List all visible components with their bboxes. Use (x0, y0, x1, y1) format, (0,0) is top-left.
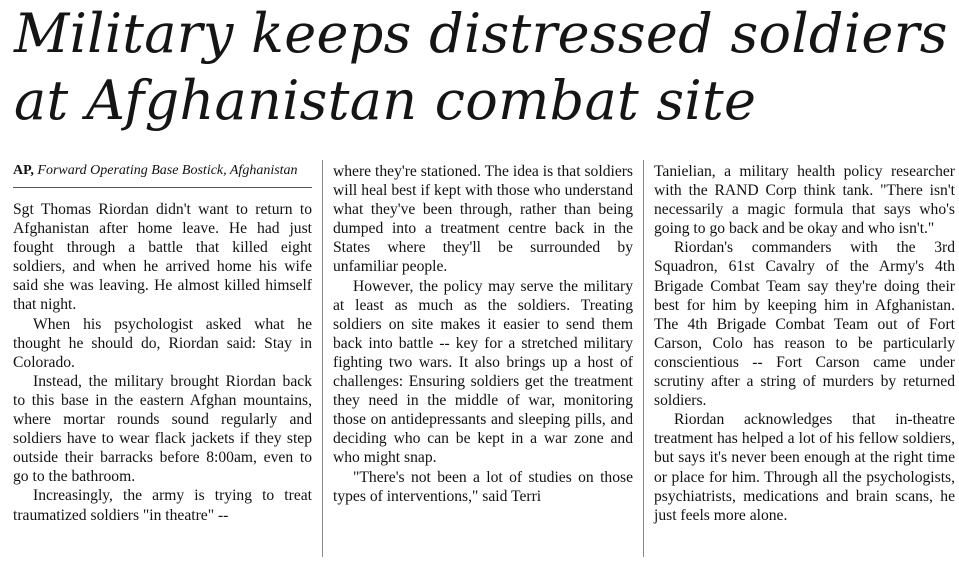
byline-agency: AP, (13, 163, 34, 178)
article-paragraph: where they're stationed. The idea is that soldiers will heal best if kept with those who understand what they've been through, rather than being dumped into a treatment centre back in the States where they'll be surrounded by unfamiliar people. (333, 163, 633, 276)
article-paragraph: However, the policy may serve the military at least as much as the soldiers. Treating soldiers on site makes it easier to send them back into battle -- key for a stretched military fighting two wars. It also brings up a host of challenges: Ensuring soldiers get the treatment they need in the middle of war, monitoring those on antidepressants and sleeping pills, and deciding who can be kept in a war zone and who might snap. (333, 277, 633, 467)
article-paragraph: Tanielian, a military health policy researcher with the RAND Corp think tank. "There isn't necessarily a magic formula that says who's going to go back and be okay and who isn't." (654, 163, 955, 238)
article-paragraph: Riordan's commanders with the 3rd Squadron, 61st Cavalry of the Army's 4th Brigade Combat Team say they're doing their best for him by keeping him in Afghanistan. The 4th Brigade Combat Team out of Fort Carson, Colo has reason to be particularly conscientious -- Fort Carson came under scrutiny after a string of murders by returned soldiers. (654, 239, 955, 410)
byline (13, 162, 312, 188)
column-divider (643, 160, 644, 557)
article-paragraph: Instead, the military brought Riordan back to this base in the eastern Afghan mountains, where mortar rounds sound regularly and soldiers have to wear flack jackets if they step outside their barracks before 8:00am, even to go to the bathroom. (13, 372, 312, 486)
article-paragraph: "There's not been a lot of studies on those types of interventions," said Terri (333, 468, 633, 505)
article-paragraph: Increasingly, the army is trying to treat traumatized soldiers "in theatre" -- (13, 487, 312, 524)
article-paragraph: Sgt Thomas Riordan didn't want to return to Afghanistan after home leave. He had just fought through a battle that killed eight soldiers, and when he arrived home his wife said she was leaving. He almost killed himself that night. (13, 201, 312, 314)
article-paragraph: When his psychologist asked what he thought he should do, Riordan said: Stay in Colorado. (13, 315, 312, 371)
article-column-2 (333, 162, 633, 506)
byline-location: Forward Operating Base Bostick, Afghanistan (37, 163, 298, 178)
column-divider (322, 160, 323, 557)
article-column-1 (13, 162, 312, 525)
article-paragraph: Riordan acknowledges that in-theatre treatment has helped a lot of his fellow soldiers, but says it's never been enough at the right time or place for him. Through all the psychologists, psychiatrists, medications and brain scans, he just feels more alone. (654, 411, 955, 524)
headline: Military keeps distressed soldiers at Afghanistan combat site (14, 2, 948, 132)
article-column-3 (654, 162, 955, 525)
